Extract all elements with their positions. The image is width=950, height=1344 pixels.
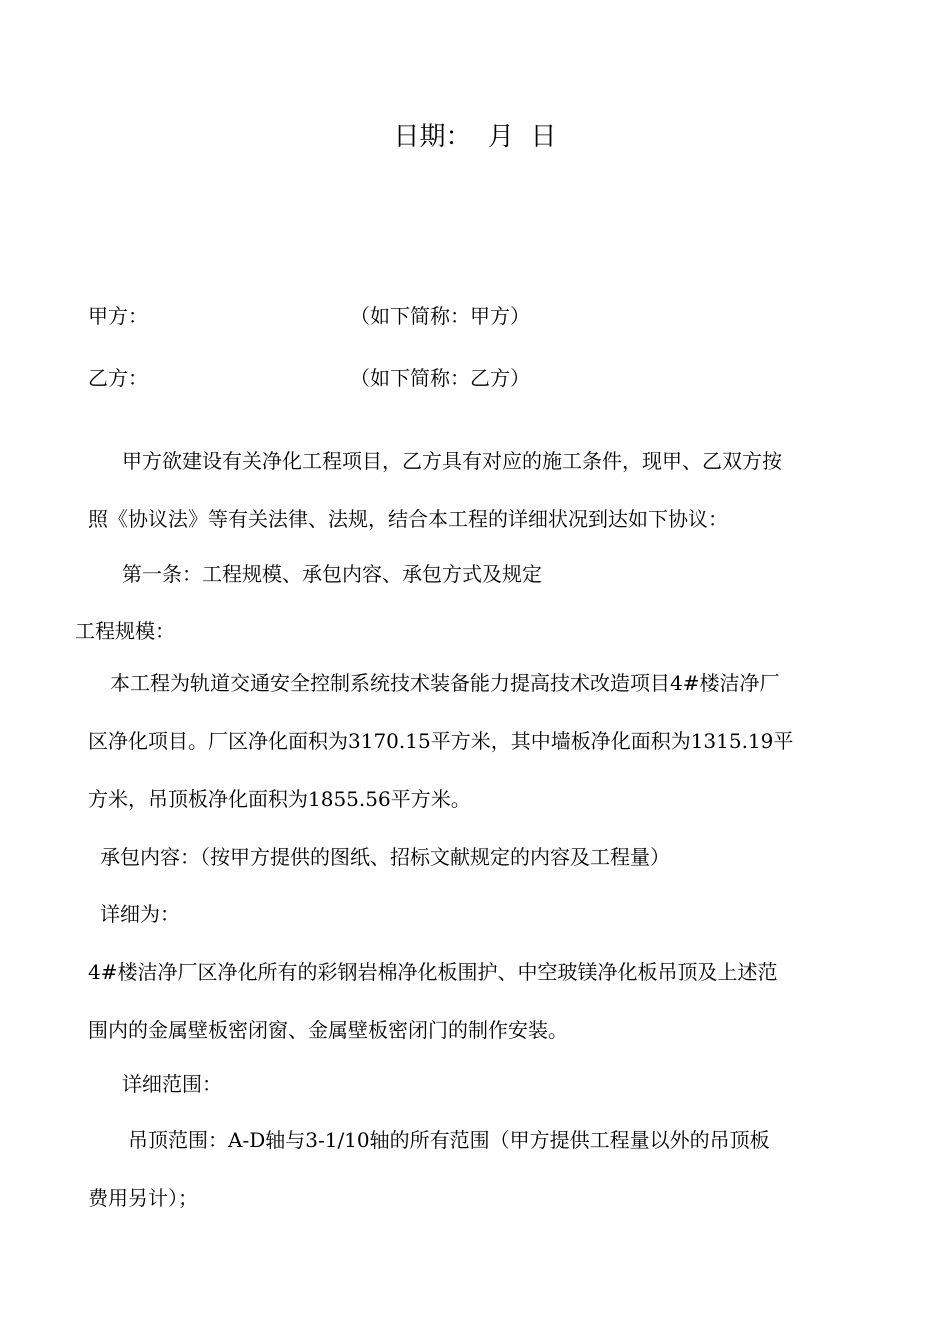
detail-line-1: 4#楼洁净厂区净化所有的彩钢岩棉净化板围护、中空玻镁净化板吊顶及上述范 [88,960,778,984]
scale-heading: 工程规模： [75,619,175,643]
party-b-label: 乙方： [88,366,148,390]
intro-line-2: 照《协议法》等有关法律、法规，结合本工程的详细状况到达如下协议： [88,507,728,531]
party-b-note: （如下简称：乙方） [350,366,530,390]
ceiling-scope-line-1: 吊顶范围：A-D轴与3-1/10轴的所有范围（甲方提供工程量以外的吊顶板 [128,1128,770,1152]
article-1-title: 第一条：工程规模、承包内容、承包方式及规定 [122,562,542,586]
contract-content: 承包内容：（按甲方提供的图纸、招标文献规定的内容及工程量） [100,845,670,869]
detail-heading: 详细为： [100,902,180,926]
intro-line-1: 甲方欲建设有关净化工程项目，乙方具有对应的施工条件，现甲、乙双方按 [122,449,782,473]
ceiling-scope-line-2: 费用另计）； [88,1186,198,1210]
scale-line-3: 方米，吊顶板净化面积为1855.56平方米。 [88,787,471,811]
date-line: 日期： 月 日 [393,122,557,152]
scale-line-1: 本工程为轨道交通安全控制系统技术装备能力提高技术改造项目4#楼洁净厂 [110,671,780,695]
party-a-note: （如下简称：甲方） [350,304,530,328]
detail-line-2: 围内的金属壁板密闭窗、金属壁板密闭门的制作安装。 [88,1018,568,1042]
scope-heading: 详细范围： [122,1072,222,1096]
party-a-label: 甲方： [88,304,148,328]
scale-line-2: 区净化项目。厂区净化面积为3170.15平方米，其中墙板净化面积为1315.19平 [88,729,794,753]
